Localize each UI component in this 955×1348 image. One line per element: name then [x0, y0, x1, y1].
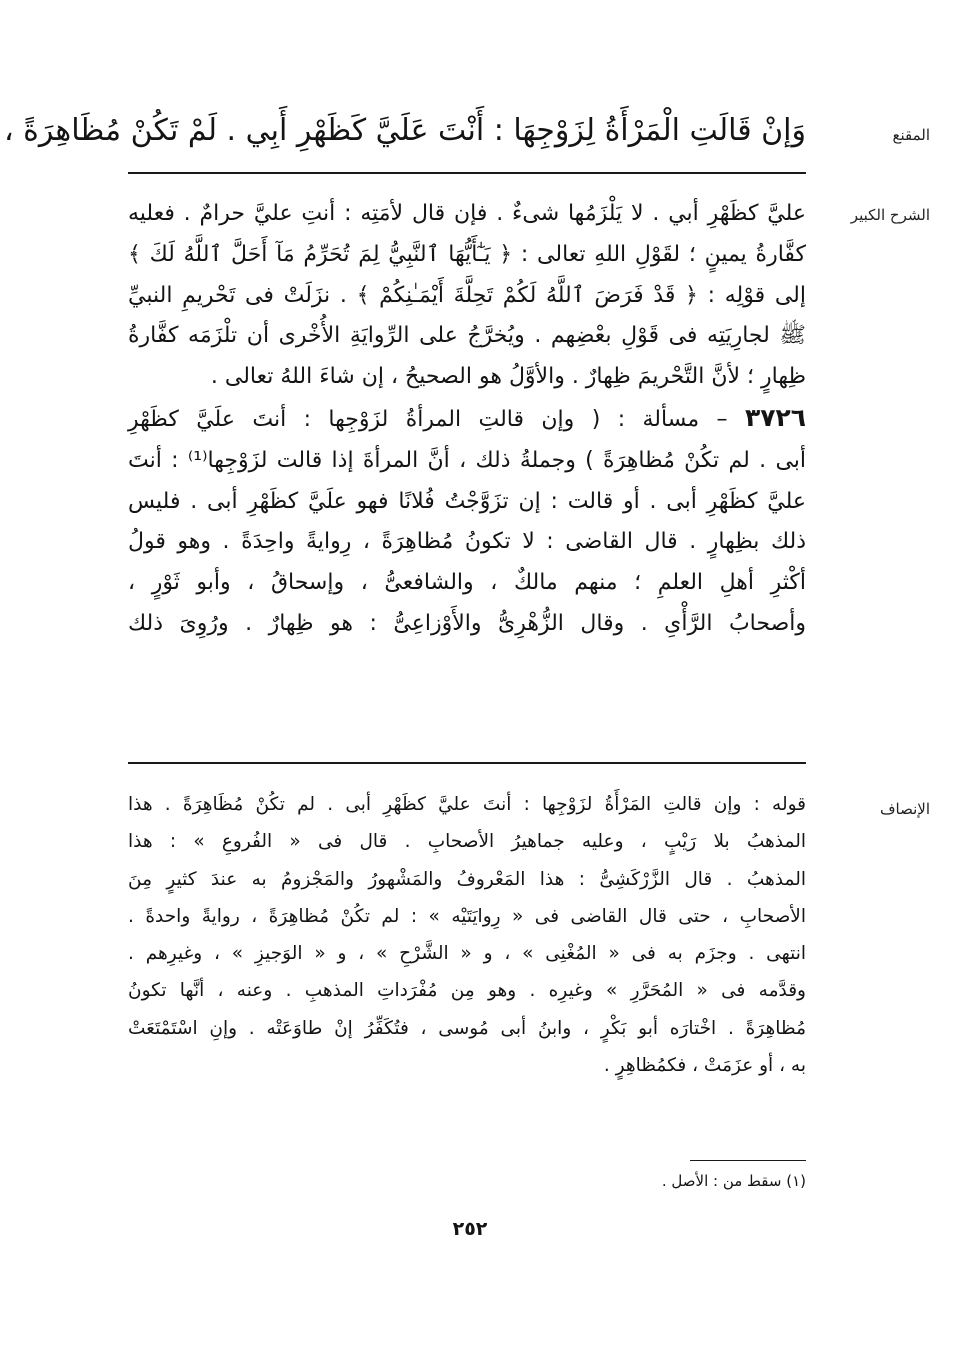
- muqni-text: [3, 106, 806, 156]
- sharh-line: ظِهارٍ ؛ لأنَّ التَّحْريمَ ظِهارٌ . والأوَّلُ هو الصحيحُ ، إن شاءَ اللهُ تعالى .: [210, 364, 806, 390]
- insaf-line: مُظاهِرَةً . اخْتارَه أبو بَكْرٍ ، وابنُ أبى مُوسى ، فتُكَفِّرُ إنْ طاوَعَتْه . وإنِ اسْتَمْتَعَتْ: [128, 1017, 806, 1039]
- insaf-label: الإنصاف: [879, 800, 930, 818]
- sharh-line: أبى . لم تكُنْ مُظاهِرَةً ) وجملةُ ذلك ، أنَّ المرأةَ إذا قالت لزَوْجِها⁽¹⁾ : أنتَ: [128, 447, 807, 473]
- insaf-line: المذهبُ بلا رَيْبٍ ، وعليه جماهيرُ الأصحابِ . قال فى « الفُروعِ » : هذا: [128, 831, 806, 853]
- sharh-label: الشرح الكبير: [850, 206, 930, 224]
- footnote: (١) سقط من : الأصل .: [661, 1172, 806, 1190]
- sharh-line: أكْثرِ أهلِ العلمِ ؛ منهم مالكٌ ، والشافعىُّ ، وإسحاقُ ، وأبو ثَوْرٍ ،: [128, 570, 806, 596]
- muqni-line: وَإنْ قَالَتِ الْمَرْأَةُ لِزَوْجِهَا : أَنْتَ عَلَيَّ كَظَهْرِ أَبِي . لَمْ تَكُنْ مُظَاهِرَةً ،: [3, 113, 806, 148]
- insaf-line: المذهبُ . قال الزَّرْكَشِىُّ : هذا المَعْروفُ والمَشْهورُ والمَجْزومُ به عندَ كثيرٍ مِنَ: [128, 868, 806, 890]
- sharh-text: [128, 194, 806, 645]
- sharh-line: وأصحابُ الرَّأْىِ . وقال الزُّهْرِىُّ والأَوْزاعِىُّ : هو ظِهارٌ . ورُوِىَ ذلك: [128, 610, 806, 636]
- sharh-line: عليَّ كظَهْرِ أبي . لا يَلْزَمُها شىءٌ . فإن قال لأمَتِه : أنتِ عليَّ حرامٌ . فعليه: [128, 201, 806, 226]
- sharh-line: ﷺ لجارِيَتِه فى قَوْلِ بعْضِهم . ويُخرَّجُ على الرِّوايَةِ الأُخْرى أن تلْزَمَه كفَّارةُ: [128, 323, 806, 349]
- masala-heading-line: [128, 398, 806, 441]
- sharh-line: كفَّارةُ يمينٍ ؛ لقَوْلِ اللهِ تعالى : ﴿ يَـٰٓأَيُّهَا ٱلنَّبِيُّ لِمَ تُحَرِّمُ مَآ أَحَلَّ ٱللَّهُ لَكَ ﴾: [128, 241, 806, 267]
- insaf-line: وقدَّمه فى « المُحَرَّرِ » وغيرِه . وهو مِن مُفْرَداتِ المذهبِ . وعنه ، أنَّها تكونُ: [128, 980, 806, 1002]
- page-number: ٢٥٢: [452, 1218, 488, 1240]
- sharh-divider: [128, 762, 806, 764]
- masala-text: – مسألة : ( وإن قالتِ المرأةُ لزَوْجِها : أنتَ علَيَّ كظَهْرِ: [128, 406, 745, 432]
- insaf-text: [128, 786, 806, 1084]
- muqni-label: المقنع: [892, 126, 930, 144]
- sharh-line: إلى قوْلِه : ﴿ قَدْ فَرَضَ ٱللَّهُ لَكُمْ تَحِلَّةَ أَيْمَـٰنِكُمْ ﴾ . نزَلَتْ فى تَحْريمِ النبيِّ: [128, 282, 806, 308]
- footnote-divider: [690, 1160, 806, 1161]
- masala-number: ٣٧٢٦: [744, 402, 806, 432]
- insaf-line: الأصحابِ ، حتى قال القاضى فى « رِوايَتَيْه » : لم تكُنْ مُظاهِرَةً ، روايةً واحدةً .: [128, 905, 806, 927]
- sharh-line: ذلك بظِهارٍ . قال القاضى : لا تكونُ مُظاهِرَةً ، رِوايةً واحِدَةً . وهو قولُ: [128, 529, 806, 555]
- sharh-line: عليَّ كظَهْرِ أبى . أو قالت : إن تزَوَّجْتُ فُلانًا فهو علَيَّ كظَهْرِ أبى . فليس: [128, 488, 806, 514]
- muqni-divider: [128, 172, 806, 174]
- insaf-line: انتهى . وجزَم به فى « المُغْنِى » ، و « الشَّرْحِ » ، و « الوَجيزِ » ، وغيرِهم .: [128, 943, 806, 965]
- insaf-line: قوله : وإن قالتِ المَرْأَةُ لزَوْجِها : أنتَ عليَّ كظَهْرِ أبى . لم تكُنْ مُظَاهِرَةً . هذا: [128, 794, 806, 815]
- insaf-line: به ، أو عزَمَتْ ، فكمُظاهِرٍ .: [603, 1055, 806, 1077]
